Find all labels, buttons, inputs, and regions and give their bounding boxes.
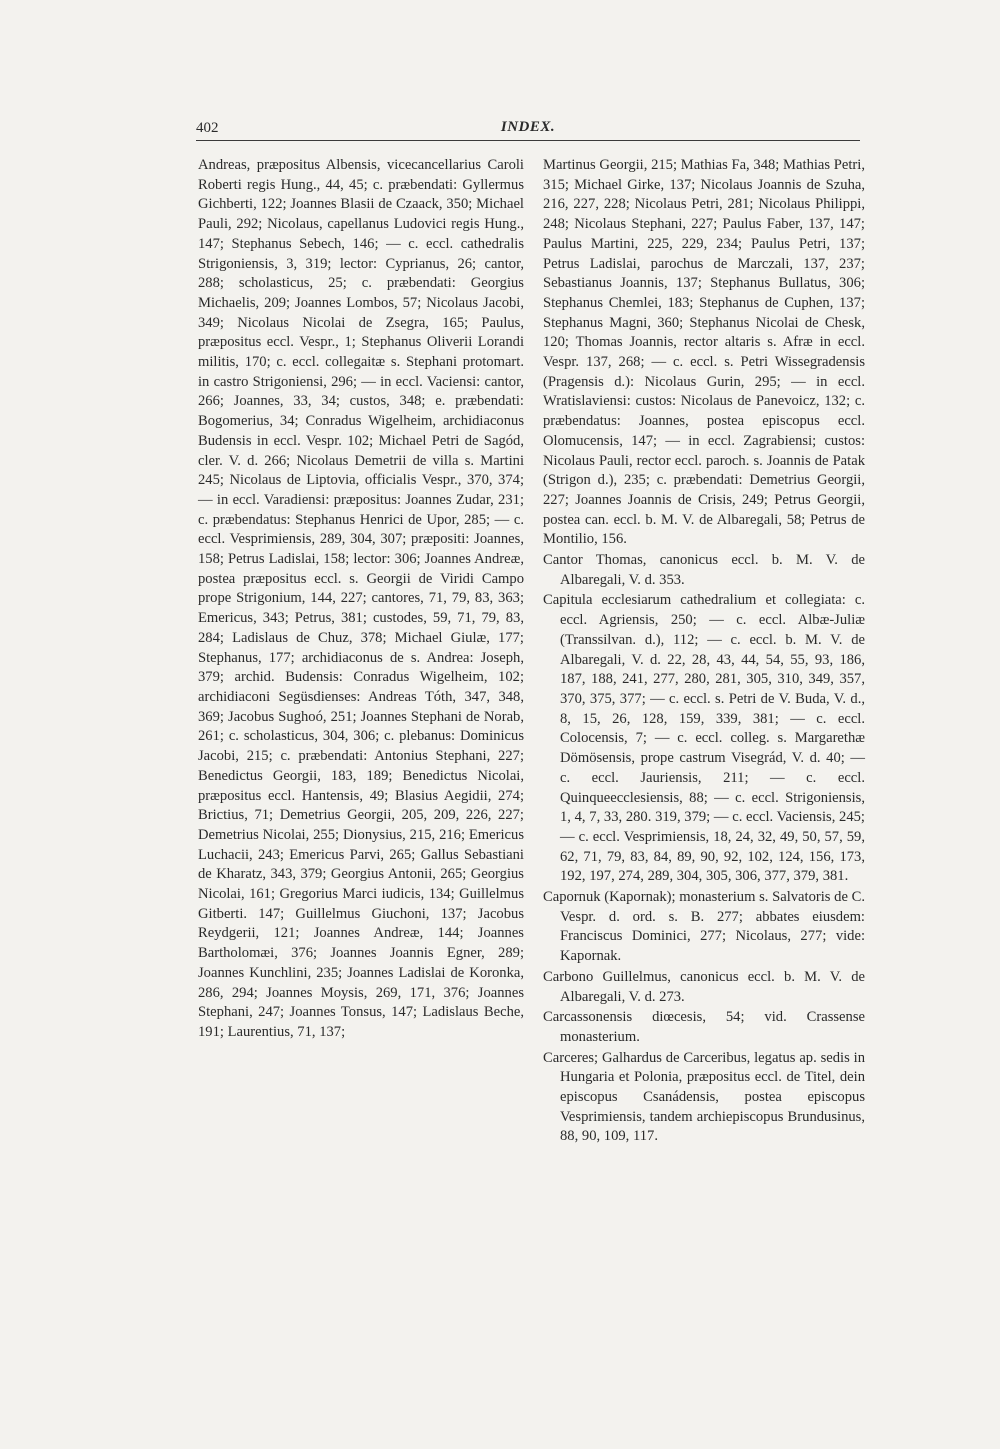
index-entry-carceres: Carceres; Galhardus de Carceribus, legatus ap. sedis in Hungaria et Polonia, præpositus eccl. de Titel, dein episcopus Csanádensis, postea episcopus Vesprimiensis, tandem archiepiscopus Brundusinus, 88, 90, 109, 117. <box>543 1049 865 1145</box>
index-entry-continuation: Martinus Georgii, 215; Mathias Fa, 348; Mathias Petri, 315; Michael Girke, 137; Nicolaus Joannis de Szuha, 216, 227, 228; Nicolaus Petri, 281; Nicolaus Philippi, 248; Nicolaus Stephani, 227; Paulus Faber, 137, 147; Paulus Martini, 225, 229, 234; Paulus Petri, 137; Petrus Ladislai, parochus de Marczali, 137, 237; Sebastianus Joannis, 137; Stephanus Bullatus, 306; Stephanus Chemlei, 183; Stephanus de Cuphen, 137; Stephanus Magni, 360; Stephanus Nicolai de Chesk, 120; Thomas Joannis, rector altaris s. Afræ in eccl. Vespr. 137, 268; — c. eccl. s. Petri Wissegradensis (Pragensis d.): Nicolaus Gurin, 295; — in eccl. Wratislaviensi: custos: Nicolaus de Panevoicz, 132; c. præbendatus: Joannes, postea episcopus eccl. Olomucensis, 147; — in eccl. Zagrabiensi; custos: Nicolaus Pauli, rector eccl. paroch. s. Joannis de Patak (Strigon d.), 235; c. præbendati: Demetrius Georgii, 227; Joannes Joannis de Crisis, 249; Petrus Georgii, postea can. eccl. b. M. V. de Albaregali, 58; Petrus de Montilio, 156. <box>543 157 865 548</box>
index-entry-cantor-thomas: Cantor Thomas, canonicus eccl. b. M. V. de Albaregali, V. d. 353. <box>543 552 865 588</box>
page-header <box>196 118 860 141</box>
running-title: INDEX. <box>500 119 556 135</box>
left-column <box>198 156 524 1044</box>
index-entry-andreas: Andreas, præpositus Albensis, vicecancellarius Caroli Roberti regis Hung., 44, 45; c. præbendati: Gyllermus Gichberti, 122; Joannes Blasii de Czaack, 350; Michael Pauli, 292; Nicolaus, capellanus Ludovici regis Hung., 147; Stephanus Sebech, 146; — c. eccl. cathedralis Strigoniensis, 3, 319; lector: Cyprianus, 26; cantor, 288; scholasticus, 25; c. præbendati: Georgius Michaelis, 209; Joannes Lombos, 57; Nicolaus Jacobi, 349; Nicolaus Nicolai de Zsegra, 165; Paulus, præpositus eccl. Vespr., 1; Stephanus Oliverii Lorandi militis, 170; c. eccl. collegaitæ s. Stephani protomart. in castro Strigoniensi, 296; — in eccl. Vaciensi: cantor, 266; Joannes, 33, 34; custos, 348; e. præbendati: Bogomerius, 34; Conradus Wigelheim, archidiaconus Budensis in eccl. Vespr. 102; Michael Petri de Sagód, cler. V. d. 266; Nicolaus Demetrii de villa s. Martini 245; Nicolaus de Liptovia, officialis Vespr., 370, 374; — in eccl. Varadiensi: præpositus: Joannes Zudar, 231; c. præbendatus: Stephanus Henrici de Upor, 285; — c. eccl. Vesprimiensis, 289, 304, 307; præpositi: Joannes, 158; Petrus Ladislai, 158; lector: 306; Joannes Andreæ, postea præpositus eccl. s. Georgii de Viridi Campo prope Strigonium, 144, 227; cantores, 71, 79, 83, 363; Emericus, 343; Petrus, 381; custodes, 59, 71, 79, 83, 284; Ladislaus de Chuz, 378; Michael Giulæ, 177; Stephanus, 177; archidiaconus de s. Andrea: Joseph, 379; archid. Budensis: Conradus Wigelheim, 102; archidiaconi Següsdienses: Andreas Tóth, 347, 348, 369; Jacobus Sughoó, 251; Joannes Stephani de Norab, 261; c. scholasticus, 304, 306; c. plebanus: Dominicus Jacobi, 215; c. præbendati: Antonius Stephani, 227; Benedictus Georgii, 183, 189; Benedictus Nicolai, præpositus eccl. Hantensis, 49; Blasius Aegidii, 274; Brictius, 71; Demetrius Georgii, 205, 209, 226, 227; Demetrius Nicolai, 255; Dionysius, 215, 216; Emericus Luchacii, 243; Emericus Parvi, 265; Gallus Sebastiani de Kharatz, 343, 379; Georgius Antonii, 265; Georgius Nicolai, 161; Gregorius Marci iudicis, 134; Guillelmus Gitberti. 147; Guillelmus Giuchoni, 137; Jacobus Reydgerii, 121; Joannes Andreæ, 144; Joannes Bartholomæi, 376; Joannes Joannis Egner, 289; Joannes Kunchlini, 235; Joannes Ladislai de Koronka, 286, 294; Joannes Moysis, 269, 171, 376; Joannes Stephani, 247; Joannes Tonsus, 147; Ladislaus Beche, 191; Laurentius, 71, 137; <box>198 157 524 1040</box>
index-entry-capornuk: Capornuk (Kapornak); monasterium s. Salvatoris de C. Vespr. d. ord. s. B. 277; abbates eiusdem: Franciscus Dominici, 277; Nicolaus, 277; vide: Kapornak. <box>543 889 865 965</box>
index-entry-carcassonensis: Carcassonensis diœcesis, 54; vid. Crassense monasterium. <box>543 1009 865 1045</box>
index-entry-capitula: Capitula ecclesiarum cathedralium et collegiata: c. eccl. Agriensis, 250; — c. eccl. Albæ-Juliæ (Transsilvan. d.), 112; — c. eccl. b. M. V. de Albaregali, V. d. 22, 28, 43, 44, 54, 55, 93, 186, 187, 188, 241, 277, 280, 281, 305, 310, 349, 357, 370, 375, 377; — c. eccl. s. Petri de V. Buda, V. d., 8, 15, 26, 128, 159, 339, 381; — c. eccl. Colocensis, 7; — c. eccl. colleg. s. Margarethæ Dömösensis, prope castrum Visegrád, V. d. 40; — c. eccl. Jauriensis, 211; — c. eccl. Quinqueecclesiensis, 88; — c. eccl. Strigoniensis, 1, 4, 7, 33, 280. 319, 379; — c. eccl. Vaciensis, 245; — c. eccl. Vesprimiensis, 18, 24, 32, 49, 50, 57, 59, 62, 71, 79, 83, 84, 89, 90, 92, 102, 124, 156, 173, 192, 197, 274, 289, 304, 305, 306, 377, 379, 381. <box>543 592 865 885</box>
right-column <box>543 156 865 1148</box>
page-number: 402 <box>196 120 219 136</box>
index-entry-carbono: Carbono Guillelmus, canonicus eccl. b. M. V. de Albaregali, V. d. 273. <box>543 968 865 1005</box>
